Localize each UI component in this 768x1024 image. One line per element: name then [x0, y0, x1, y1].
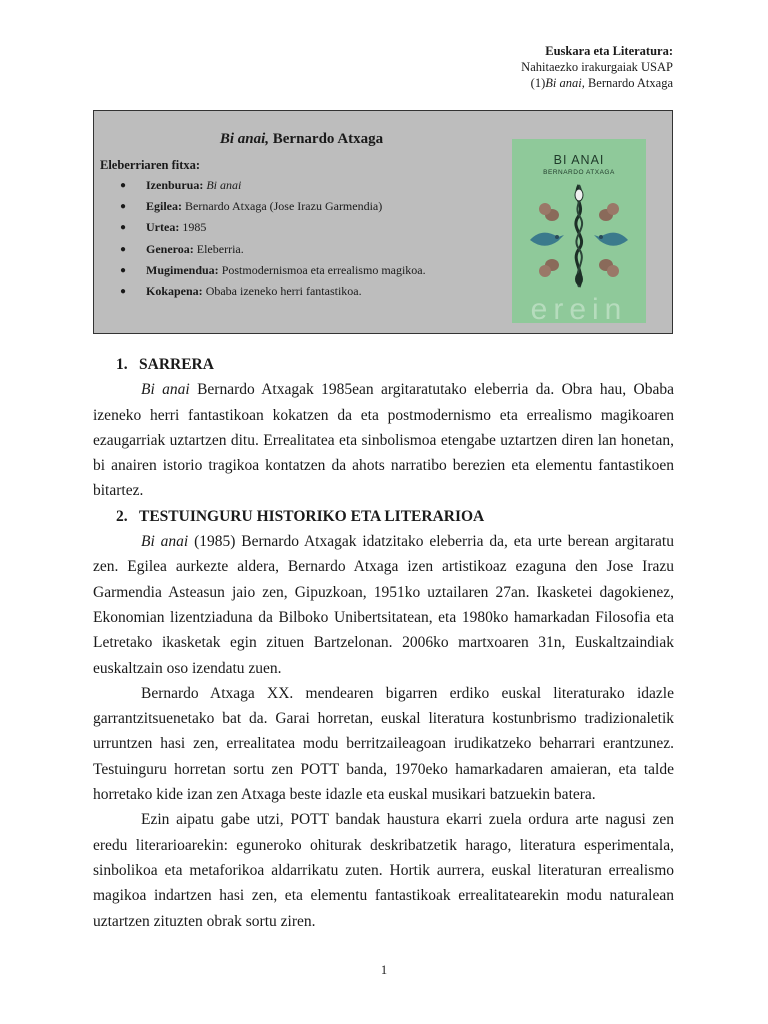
info-item-author: ● Egilea: Bernardo Atxaga (Jose Irazu Garmendia)	[120, 196, 426, 217]
page-number: 1	[380, 963, 388, 977]
header-course: Euskara eta Literatura:	[545, 44, 673, 58]
info-item-year: ● Urtea: 1985	[120, 217, 426, 238]
header-reference: (1)Bi anai, Bernardo Atxaga	[530, 76, 673, 90]
context-paragraph-2: Bernardo Atxaga XX. mendearen bigarren erdiko euskal literaturako idazle garrantzitsuenetako bat da. Garai horretan, euskal literatura kostunbrismo tradizionaletik urruntzen hasi zen, errealitatea modu berritzaileagoan irudikatzeko beharrari erantzunez. Testuinguru horretan sortu zen POTT banda, 1970eko hamarkadaren amaieran, eta talde horretako kide izan zen Atxaga beste idazle eta euskal musikari batzuekin batera.	[93, 684, 674, 804]
header-subtitle: Nahitaezko irakurgaiak USAP	[521, 60, 673, 74]
info-list	[120, 175, 426, 302]
page-header	[521, 43, 673, 91]
cover-author: BERNARDO ATXAGA	[543, 169, 615, 176]
book-cover-image	[512, 139, 646, 326]
book-title-heading: Bi anai, Bernardo Atxaga	[219, 131, 384, 147]
cover-illustration	[512, 183, 646, 293]
cover-publisher-logo: erein	[530, 293, 628, 326]
info-item-movement: ● Mugimendua: Postmodernismoa eta errealismo magikoa.	[120, 260, 426, 281]
context-paragraph-3: Ezin aipatu gabe utzi, POTT bandak haustura ekarri zuela ordura arte nagusi zen eredu literarioarekin: eguneroko ohiturak deskribatzetik harago, literatura esperimentala, sinbolikoa eta metaforikoa aldarrikatu zuten. Hortik aurrera, euskal literaturan errealismo magikoa indartzen hasi zen, eta elementu fantastikoak errealitatearekin modu naturalean uztartzen zituzten obrak sortu ziren.	[93, 811, 674, 930]
context-paragraph-1: Bi anai (1985) Bernardo Atxagak idatzitako eleberria da, eta urte berean argitaratu zen. Egilea aurkezte aldera, Bernardo Atxaga izen artistikoaz ezaguna den Jose Irazu Garmendia Asteasun jaio zen, Gipuzkoan, 1951ko uztailaren 27an. Ikasketei dagokienez, Ekonomian lizentziaduna da Bilboko Unibertsitatean, eta 1980ko hamarkadan Filosofia eta Letretako ikasketak egin zituen Bartzelonan. 2006ko martxoaren 31n, Euskaltzaindiak euskaltzain oso izendatu zuen.	[93, 533, 674, 677]
info-item-genre: ● Generoa: Eleberria.	[120, 239, 426, 260]
intro-paragraph: Bi anai Bernardo Atxagak 1985ean argitaratutako eleberria da. Obra hau, Obaba izeneko herri fantastikoan kokatzen da eta postmodernismo eta errealismo magikoaren ezaugarriak uztartzen ditu. Errealitatea eta sinbolismoa etengabe uztartzen diren lan honetan, bi anairen istorio tragikoa kontatzen da ahots narratibo berezien eta elementu fantastikoen bitartez.	[93, 381, 674, 500]
document-body	[93, 352, 674, 934]
section-heading-intro: 1. SARRERA	[116, 356, 214, 373]
section-heading-context: 2. TESTUINGURU HISTORIKO ETA LITERARIOA	[116, 507, 485, 525]
info-item-title: ● Izenburua: Bi anai	[120, 175, 426, 196]
info-subtitle: Eleberriaren fitxa:	[100, 158, 201, 172]
book-info-box	[93, 110, 673, 334]
cover-title: BI ANAI	[553, 153, 605, 167]
info-item-setting: ● Kokapena: Obaba izeneko herri fantastikoa.	[120, 281, 426, 302]
